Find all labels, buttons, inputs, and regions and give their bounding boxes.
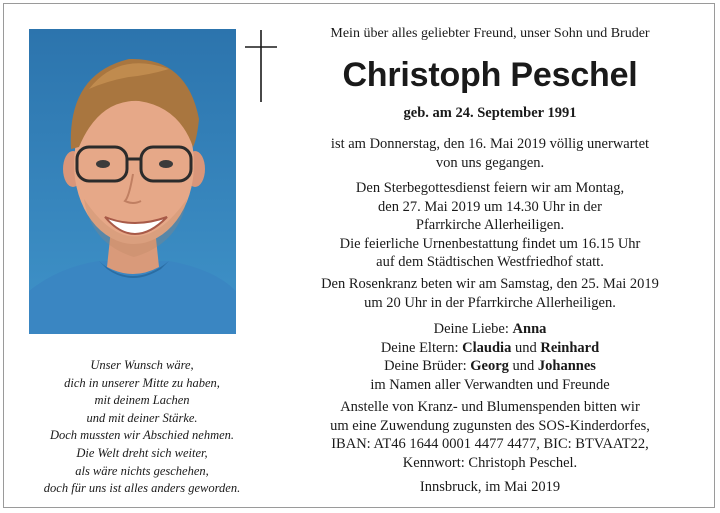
intro-line: Mein über alles geliebter Freund, unser Sohn und Bruder <box>330 26 650 41</box>
verse-line: dich in unserer Mitte zu haben, <box>64 375 220 390</box>
service-line: den 27. Mai 2019 um 14.30 Uhr in der <box>378 198 602 215</box>
verse-line: Unser Wunsch wäre, <box>90 358 194 372</box>
place-and-date: Innsbruck, im Mai 2019 <box>419 479 561 495</box>
service-line: Pfarrkirche Allerheiligen. <box>415 217 565 233</box>
memorial-verse <box>12 357 272 498</box>
birth-date: geb. am 24. September 1991 <box>403 105 577 121</box>
verse-line: mit deinem Lachen <box>94 393 190 408</box>
portrait-photo <box>29 29 236 334</box>
deceased-name: Christoph Peschel <box>342 56 638 94</box>
parents-label: Deine Eltern: <box>380 339 459 356</box>
verse-line: Doch mussten wir Abschied nehmen. <box>49 428 235 443</box>
verse-line: und mit deiner Stärke. <box>86 410 198 425</box>
death-line: von uns gegangen. <box>435 154 545 171</box>
brother-name: Georg <box>470 358 509 374</box>
donation-line: IBAN: AT46 1644 0001 4477 4477, BIC: BTVAAT22, <box>331 436 649 452</box>
portrait-illustration <box>29 29 236 334</box>
verse-line: Die Welt dreht sich weiter, <box>76 445 208 460</box>
rosary-info <box>284 275 696 312</box>
relatives-line: im Namen aller Verwandten und Freunde <box>370 376 610 393</box>
service-line: Die feierliche Urnenbestattung findet um 16.15 Uhr <box>339 235 641 252</box>
service-line: auf dem Städtischen Westfriedhof statt. <box>376 254 604 270</box>
cross-icon <box>245 30 277 102</box>
love-name: Anna <box>512 321 547 337</box>
conjunction: und <box>512 358 535 374</box>
verse-line: doch für uns ist alles anders geworden. <box>43 481 241 496</box>
mourner-parents <box>284 339 696 358</box>
parent-name: Claudia <box>462 339 512 356</box>
service-line: Den Sterbegottesdienst feiern wir am Montag, <box>355 180 625 196</box>
mourners-list <box>284 320 696 394</box>
death-notice <box>284 135 696 172</box>
conjunction: und <box>514 339 537 356</box>
rosary-line: um 20 Uhr in der Pfarrkirche Allerheiligen. <box>364 294 616 311</box>
death-line: ist am Donnerstag, den 16. Mai 2019 völlig unerwartet <box>330 136 650 152</box>
donation-line: Anstelle von Kranz- und Blumenspenden bitten wir <box>340 399 640 415</box>
donation-line: Kennwort: Christoph Peschel. <box>402 454 578 471</box>
donation-request <box>284 398 696 472</box>
love-label: Deine Liebe: <box>433 321 509 337</box>
mourner-love <box>284 320 696 339</box>
brothers-label: Deine Brüder: <box>384 358 467 374</box>
funeral-service-info <box>284 179 696 272</box>
donation-line: um eine Zuwendung zugunsten des SOS-Kinderdorfes, <box>330 417 650 434</box>
verse-line: als wäre nichts geschehen, <box>75 463 209 478</box>
obituary-card <box>3 3 715 508</box>
brother-name: Johannes <box>537 358 596 374</box>
mourner-brothers <box>284 357 696 376</box>
parent-name: Reinhard <box>540 339 600 356</box>
rosary-line: Den Rosenkranz beten wir am Samstag, den 25. Mai 2019 <box>321 276 659 292</box>
